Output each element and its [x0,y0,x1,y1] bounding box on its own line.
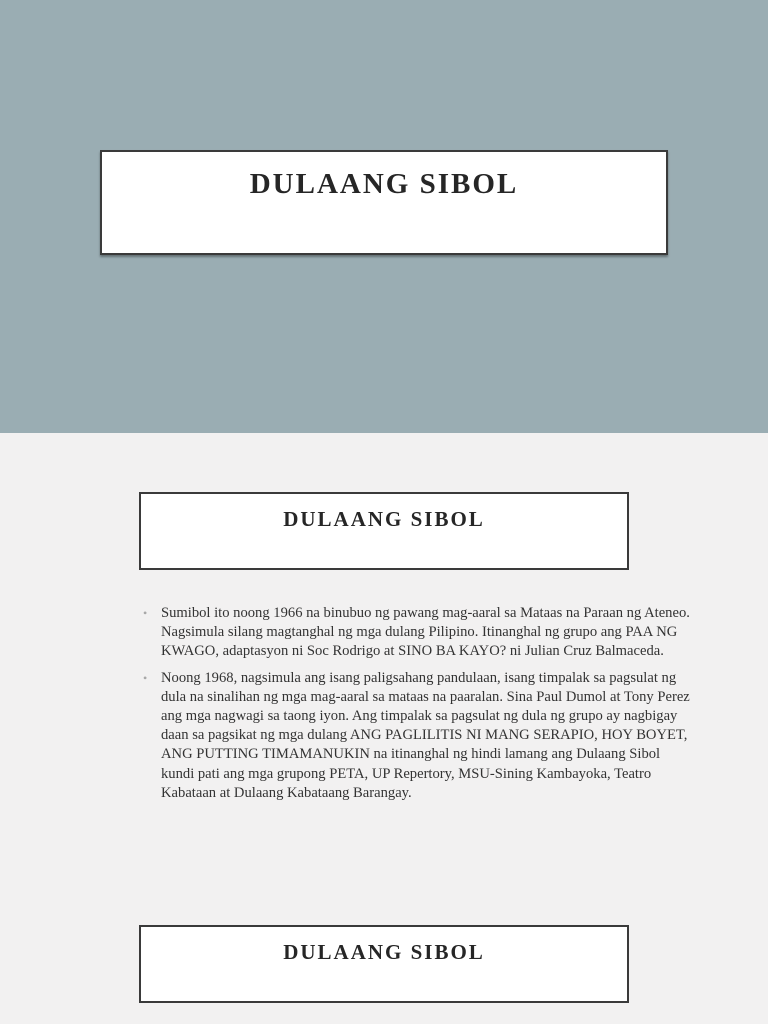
slide-3-title: DULAANG SIBOL [283,940,485,964]
slide-2-bullet-list [143,604,695,810]
bullet-item [143,669,695,803]
slide-2-title: DULAANG SIBOL [283,507,485,531]
bullet-text: Noong 1968, nagsimula ang isang paligsahang pandulaan, isang timpalak sa pagsulat ng dula na sinalihan ng mga mag-aaral sa mataas na paaralan. Sina Paul Dumol at Tony Perez ang mga nagwagi sa taong iyon. Ang timpalak sa pagsulat ng dula ng grupo ay nagbigay daan sa pagsikat ng mga dulang ANG PAGLILITIS NI MANG SERAPIO, HOY BOYET, ANG PUTTING TIMAMANUKIN na itinanghal ng hindi lamang ang Dulaang Sibol kundi pati ang mga grupong PETA, UP Repertory, MSU-Sining Kambayoka, Teatro Kabataan at Dulaang Kabataang Barangay. [161,669,690,801]
slide-2-title-box [139,492,629,570]
slide-3-title-box [139,925,629,1003]
slide-1-title-box [100,150,668,255]
bullet-item [143,604,695,662]
bullet-text: Sumibol ito noong 1966 na binubuo ng pawang mag-aaral sa Mataas na Paraan ng Ateneo. Nagsimula silang magtanghal ng mga dulang Pilipino. Itinanghal ng grupo ang PAA NG KWAGO, adaptasyon ni Soc Rodrigo at SINO BA KAYO? ni Julian Cruz Balmaceda. [161,605,690,660]
slide-1-title: DULAANG SIBOL [249,168,519,200]
bullet-dot-icon: • [143,606,148,620]
bullet-dot-icon: • [143,670,148,685]
